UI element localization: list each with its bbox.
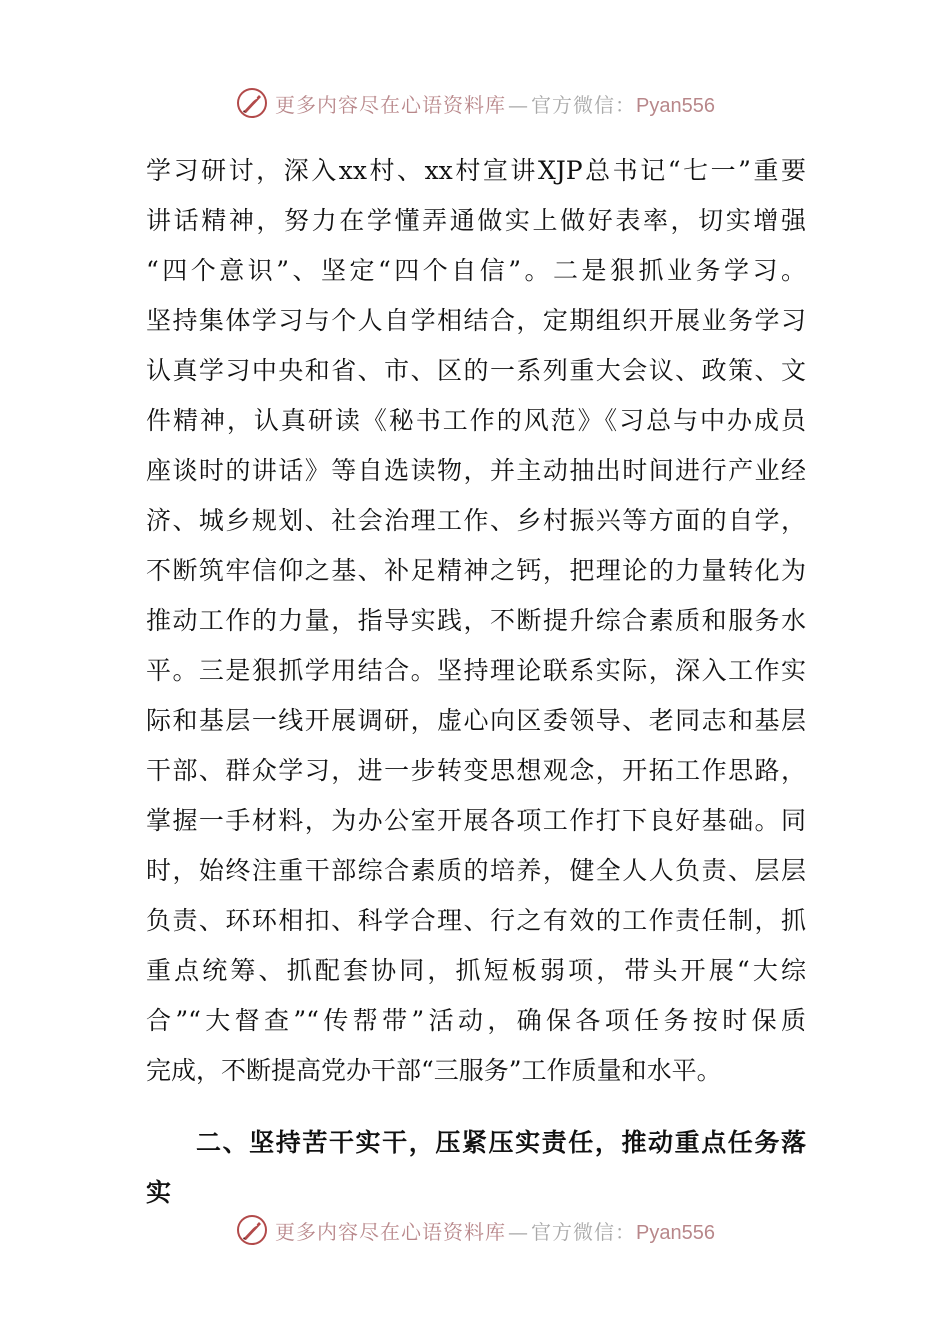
- body-line: 完成，不断提高党办干部“三服务”工作质量和水平。: [146, 1056, 722, 1085]
- body-line: 座谈时的讲话》等自选读物，并主动抽出时间进行产业经: [146, 456, 806, 485]
- body-line: 济、城乡规划、社会治理工作、乡村振兴等方面的自学，: [146, 506, 806, 535]
- watermark-wechat-id: Pyan556: [636, 94, 715, 117]
- body-line: 合”“大督查”“传帮带”活动，确保各项任务按时保质: [146, 1006, 806, 1035]
- body-line: 不断筑牢信仰之基、补足精神之钙，把理论的力量转化为: [146, 556, 806, 585]
- body-line: 平。三是狠抓学用结合。坚持理论联系实际，深入工作实: [146, 656, 806, 685]
- body-line: 推动工作的力量，指导实践，不断提升综合素质和服务水: [146, 606, 806, 635]
- watermark-brand: 更多内容尽在心语资料库: [275, 1219, 507, 1244]
- quill-pen-icon: [235, 1213, 269, 1247]
- document-body: [146, 146, 806, 1218]
- body-line: 讲话精神，努力在学懂弄通做实上做好表率，切实增强: [146, 206, 806, 235]
- paragraph-gap: [146, 1096, 806, 1118]
- watermark-text: [275, 1216, 715, 1245]
- body-line: 负责、环环相扣、科学合理、行之有效的工作责任制，抓: [146, 906, 806, 935]
- body-line: 际和基层一线开展调研，虚心向区委领导、老同志和基层: [146, 706, 806, 735]
- body-line: “四个意识”、坚定“四个自信”。二是狠抓业务学习。: [146, 256, 806, 285]
- watermark-text: [275, 89, 715, 118]
- watermark-wechat-label: 官方微信：: [531, 1219, 637, 1244]
- watermark-wechat-id: Pyan556: [636, 1221, 715, 1244]
- section-heading: 二、坚持苦干实干，压紧压实责任，推动重点任务落: [196, 1128, 806, 1157]
- watermark-wechat-label: 官方微信：: [531, 92, 637, 117]
- body-line: 坚持集体学习与个人自学相结合，定期组织开展业务学习: [146, 306, 806, 335]
- body-line: 件精神，认真研读《秘书工作的风范》《习总与中办成员: [146, 406, 806, 435]
- watermark-banner-bottom: [0, 1210, 950, 1250]
- body-line: 时，始终注重干部综合素质的培养，健全人人负责、层层: [146, 856, 806, 885]
- body-line: 学习研讨，深入xx村、xx村宣讲XJP总书记“七一”重要: [146, 156, 806, 185]
- body-line: 认真学习中央和省、市、区的一系列重大会议、政策、文: [146, 356, 806, 385]
- body-line: 重点统筹、抓配套协同，抓短板弱项，带头开展“大综: [146, 956, 806, 985]
- body-line: 掌握一手材料，为办公室开展各项工作打下良好基础。同: [146, 806, 806, 835]
- watermark-banner-top: [0, 83, 950, 123]
- quill-pen-icon: [235, 86, 269, 120]
- section-heading-continued: 实: [146, 1178, 172, 1207]
- watermark-brand: 更多内容尽在心语资料库: [275, 92, 507, 117]
- watermark-separator: —: [508, 92, 530, 117]
- body-line: 干部、群众学习，进一步转变思想观念，开拓工作思路，: [146, 756, 806, 785]
- watermark-separator: —: [508, 1219, 530, 1244]
